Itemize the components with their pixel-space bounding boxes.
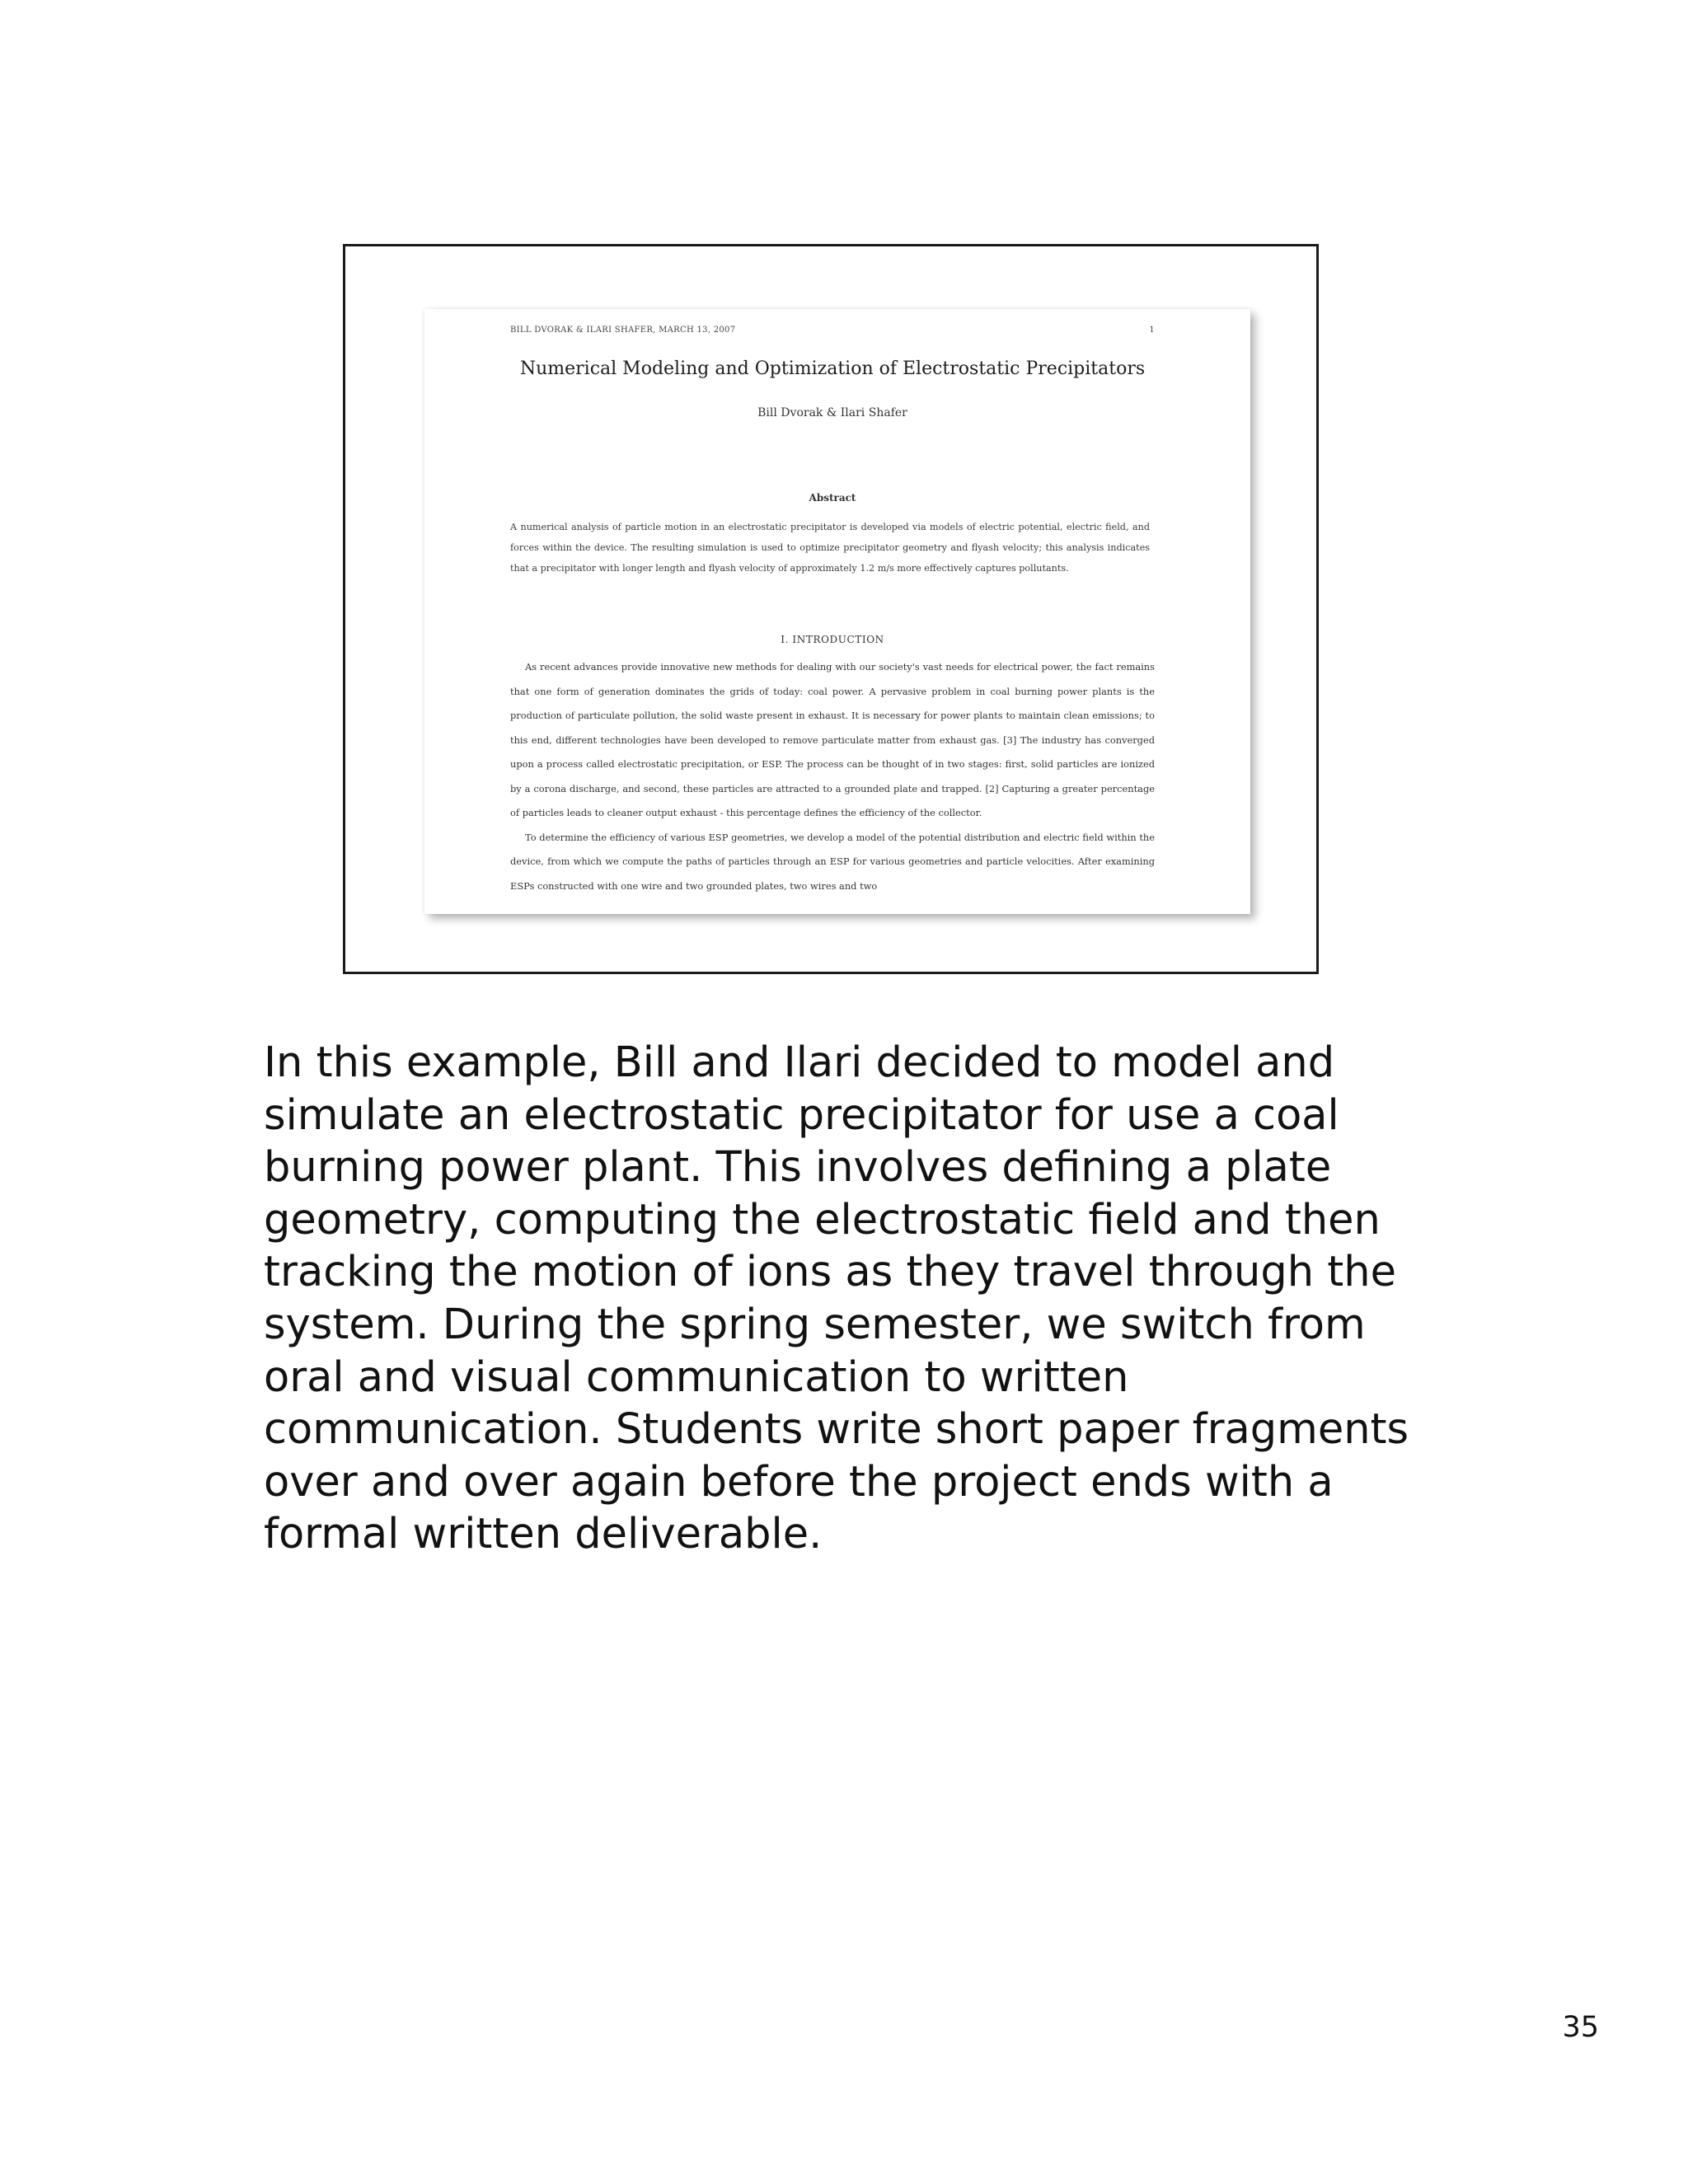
section-heading-introduction: I. INTRODUCTION — [781, 634, 884, 645]
intro-paragraph: As recent advances provide innovative new methods for dealing with our society's vast needs for electrical power, the fact remains that one form of generation dominates the grids of today: coal power. A pervasive problem in coal burning power plants is the production of particulate pollution, the solid waste present in exhaust. It is necessary for power plants to maintain clean emissions; to this end, different technologies have been developed to remove particulate matter from exhaust gas. [3] The industry has converged upon a process called electrostatic precipitation, or ESP. The process can be thought of in two stages: first, solid particles are ionized by a corona discharge, and second, these particles are attracted to a grounded plate and trapped. [2] Capturing a greater percentage of particles leads to cleaner output exhaust - this percentage defines the efficiency of the collector. — [510, 661, 1155, 818]
running-header — [510, 326, 1155, 335]
abstract-heading: Abstract — [809, 492, 856, 504]
abstract-text: A numerical analysis of particle motion in an electrostatic precipitator is developed via models of electric potential, electric field, and forces within the device. The resulting simulation is used to optimize precipitator geometry and flyash velocity; this analysis indicates that a precipitator with longer length and flyash velocity of approximately 1.2 m/s more effectively captures pollutants. — [510, 522, 1150, 574]
slide-image-frame — [343, 244, 1319, 974]
slide-caption: In this example, Bill and Ilari decided to model and simulate an electrostatic precipitator for use a coal burning power plant. This involves defining a plate geometry, computing the electrostatic field and then tracking the motion of ions as they travel through the system. During the spring semester, we switch from oral and visual communication to written communication. Students write short paper fragments over and over again before the project ends with a formal written deliverable. — [264, 1038, 1409, 1559]
introduction-body — [510, 655, 1155, 898]
paper-title: Numerical Modeling and Optimization of Electrostatic Precipitators — [519, 359, 1146, 379]
running-header-page-number: 1 — [1149, 326, 1155, 335]
running-header-authors: BILL DVORAK & ILARI SHAFER, MARCH 13, 2007 — [510, 326, 736, 335]
paper-authors: Bill Dvorak & Ilari Shafer — [757, 406, 907, 419]
intro-paragraph: To determine the efficiency of various ESP geometries, we develop a model of the potential distribution and electric field within the device, from which we compute the paths of particles through an ESP for various geometries and particle velocities. After examining ESPs constructed with one wire and two grounded plates, two wires and two — [510, 831, 1155, 892]
page-number: 35 — [1562, 2011, 1599, 2044]
paper-page-screenshot — [424, 309, 1250, 914]
